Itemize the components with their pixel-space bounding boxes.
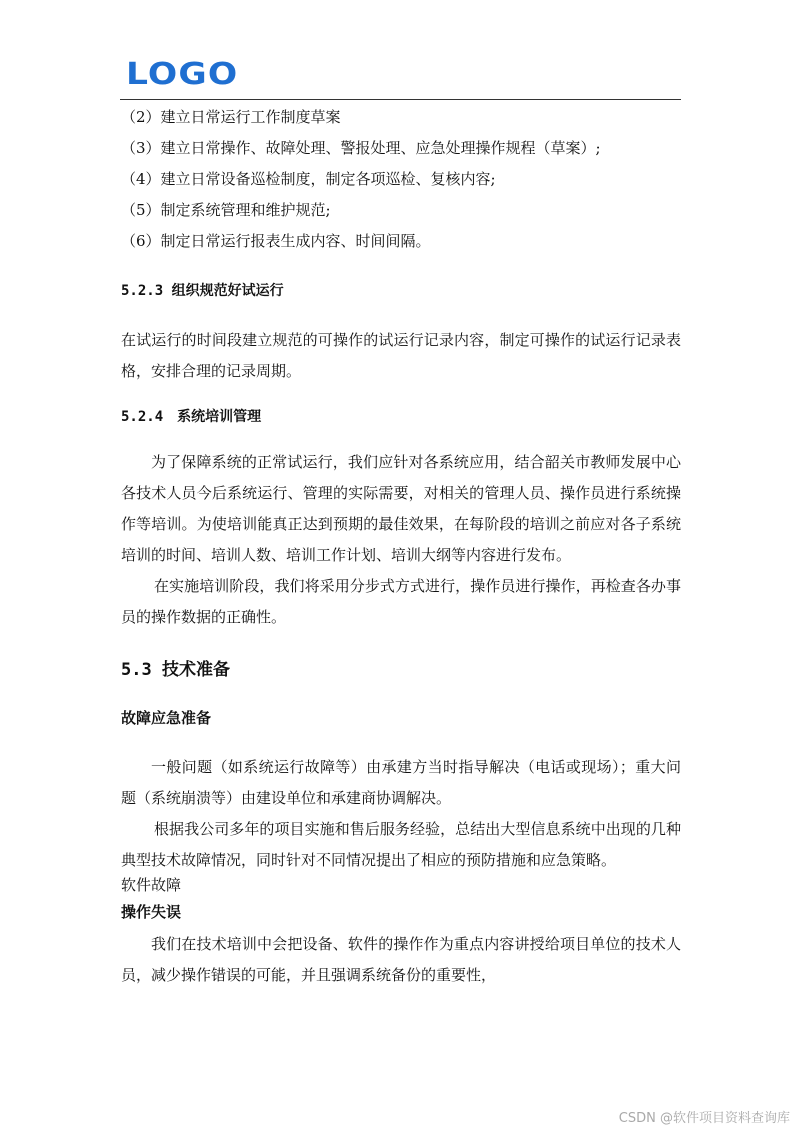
paragraph: 在实施培训阶段，我们将采用分步式方式进行，操作员进行操作，再检查各办事员的操作数据的正确性。 bbox=[121, 577, 681, 626]
paragraph: 我们在技术培训中会把设备、软件的操作作为重点内容讲授给项目单位的技术人员，减少操作错误的可能，并且强调系统备份的重要性， bbox=[121, 935, 681, 984]
subheading-operation-error: 操作失误 bbox=[121, 903, 182, 921]
requirement-list bbox=[121, 102, 681, 257]
paragraph: 根据我公司多年的项目实施和售后服务经验，总结出大型信息系统中出现的几种典型技术故障情况，同时针对不同情况提出了相应的预防措施和应急策略。 bbox=[121, 820, 681, 869]
list-item: （2）建立日常运行工作制度草案 bbox=[121, 108, 341, 126]
paragraph: 一般问题（如系统运行故障等）由承建方当时指导解决（电话或现场）；重大问题（系统崩溃等）由建设单位和承建商协调解决。 bbox=[121, 758, 681, 807]
list-item: （4）建立日常设备巡检制度，制定各项巡检、复核内容; bbox=[121, 170, 496, 188]
subheading-fault-emergency: 故障应急准备 bbox=[121, 709, 212, 727]
document-body bbox=[121, 102, 681, 991]
list-item: （3）建立日常操作、故障处理、警报处理、应急处理操作规程（草案）; bbox=[121, 139, 601, 157]
list-item: （6）制定日常运行报表生成内容、时间间隔。 bbox=[121, 232, 431, 250]
software-fault-label: 软件故障 bbox=[121, 876, 182, 894]
list-item: （5）制定系统管理和维护规范; bbox=[121, 201, 331, 219]
section-heading-5-2-3: 5.2.3 组织规范好试运行 bbox=[121, 283, 284, 299]
paragraph: 为了保障系统的正常试运行，我们应针对各系统应用，结合韶关市教师发展中心各技术人员今后系统运行、管理的实际需要，对相关的管理人员、操作员进行系统操作等培训。为使培训能真正达到预期的最佳效果，在每阶段的培训之前应对各子系统培训的时间、培训人数、培训工作计划、培训大纲等内容进行发布。 bbox=[121, 453, 681, 564]
watermark: CSDN @软件项目资料查询库 bbox=[618, 1111, 790, 1126]
paragraph: 在试运行的时间段建立规范的可操作的试运行记录内容，制定可操作的试运行记录表格，安排合理的记录周期。 bbox=[121, 331, 681, 380]
section-heading-5-2-4: 5.2.4 系统培训管理 bbox=[121, 409, 262, 425]
section-heading-5-3: 5.3 技术准备 bbox=[121, 660, 230, 680]
logo: LOGO bbox=[126, 57, 239, 92]
header-divider bbox=[120, 99, 681, 100]
